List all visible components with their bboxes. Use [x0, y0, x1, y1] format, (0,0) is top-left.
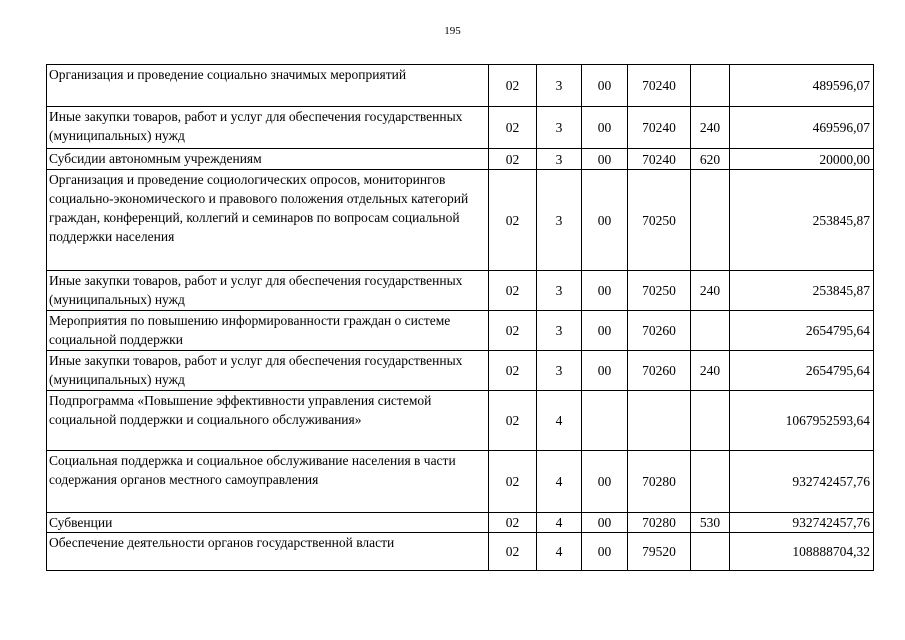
row-code-2: 4 [537, 513, 582, 533]
row-code-4 [628, 391, 691, 451]
row-amount: 253845,87 [730, 271, 874, 311]
row-code-2: 3 [537, 107, 582, 149]
row-name: Субвенции [47, 513, 489, 533]
row-code-2: 3 [537, 351, 582, 391]
row-code-4: 70280 [628, 513, 691, 533]
row-name: Субсидии автономным учреждениям [47, 149, 489, 170]
row-code-5 [691, 65, 730, 107]
row-code-3: 00 [582, 271, 628, 311]
row-code-4: 70240 [628, 107, 691, 149]
table-row [47, 533, 874, 571]
table-row [47, 351, 874, 391]
row-code-1: 02 [489, 170, 537, 271]
row-code-5 [691, 533, 730, 571]
row-code-5: 620 [691, 149, 730, 170]
row-amount: 2654795,64 [730, 311, 874, 351]
row-code-4: 70280 [628, 451, 691, 513]
row-amount: 932742457,76 [730, 451, 874, 513]
row-amount: 469596,07 [730, 107, 874, 149]
table-row [47, 65, 874, 107]
row-code-3: 00 [582, 170, 628, 271]
row-name: Иные закупки товаров, работ и услуг для обеспечения государственных (муниципальных) нужд [47, 351, 489, 391]
table-row [47, 391, 874, 451]
row-name: Иные закупки товаров, работ и услуг для обеспечения государственных (муниципальных) нужд [47, 107, 489, 149]
row-code-1: 02 [489, 533, 537, 571]
table-row [47, 149, 874, 170]
row-code-1: 02 [489, 391, 537, 451]
row-code-1: 02 [489, 149, 537, 170]
row-code-1: 02 [489, 451, 537, 513]
row-code-5: 240 [691, 271, 730, 311]
row-code-5 [691, 391, 730, 451]
row-code-3: 00 [582, 65, 628, 107]
row-code-2: 4 [537, 451, 582, 513]
table-row [47, 107, 874, 149]
row-code-1: 02 [489, 107, 537, 149]
row-name: Мероприятия по повышению информированности граждан о системе социальной поддержки [47, 311, 489, 351]
row-code-4: 70240 [628, 149, 691, 170]
row-amount: 489596,07 [730, 65, 874, 107]
row-code-4: 70260 [628, 311, 691, 351]
row-code-2: 3 [537, 271, 582, 311]
row-code-2: 3 [537, 65, 582, 107]
row-code-5 [691, 170, 730, 271]
row-amount: 108888704,32 [730, 533, 874, 571]
budget-table [46, 64, 874, 571]
page-number: 195 [444, 25, 461, 37]
row-name: Организация и проведение социологических опросов, мониторингов социально-экономического и правового положения отдельных категорий граждан, конференций, коллегий и семинаров по вопросам социальной поддержки населения [47, 170, 489, 271]
row-code-5 [691, 311, 730, 351]
row-code-3: 00 [582, 451, 628, 513]
row-name: Подпрограмма «Повышение эффективности управления системой социальной поддержки и социального обслуживания» [47, 391, 489, 451]
row-code-3: 00 [582, 149, 628, 170]
table-row [47, 451, 874, 513]
row-name: Обеспечение деятельности органов государственной власти [47, 533, 489, 571]
row-code-3: 00 [582, 311, 628, 351]
row-code-2: 3 [537, 170, 582, 271]
row-code-2: 3 [537, 149, 582, 170]
row-code-3: 00 [582, 513, 628, 533]
row-code-3: 00 [582, 107, 628, 149]
table-row [47, 271, 874, 311]
row-code-1: 02 [489, 351, 537, 391]
row-code-5: 240 [691, 107, 730, 149]
row-name: Социальная поддержка и социальное обслуживание населения в части содержания органов местного самоуправления [47, 451, 489, 513]
row-code-2: 3 [537, 311, 582, 351]
row-code-4: 70240 [628, 65, 691, 107]
row-code-5 [691, 451, 730, 513]
row-code-2: 4 [537, 533, 582, 571]
table-row [47, 170, 874, 271]
row-code-1: 02 [489, 513, 537, 533]
row-code-2: 4 [537, 391, 582, 451]
row-amount: 2654795,64 [730, 351, 874, 391]
row-code-5: 530 [691, 513, 730, 533]
row-code-1: 02 [489, 311, 537, 351]
row-code-4: 70250 [628, 170, 691, 271]
row-code-4: 79520 [628, 533, 691, 571]
row-code-3: 00 [582, 351, 628, 391]
row-code-4: 70260 [628, 351, 691, 391]
row-amount: 1067952593,64 [730, 391, 874, 451]
row-code-4: 70250 [628, 271, 691, 311]
row-amount: 253845,87 [730, 170, 874, 271]
row-code-5: 240 [691, 351, 730, 391]
table-row [47, 513, 874, 533]
row-code-3 [582, 391, 628, 451]
row-amount: 932742457,76 [730, 513, 874, 533]
row-amount: 20000,00 [730, 149, 874, 170]
row-code-1: 02 [489, 271, 537, 311]
row-code-1: 02 [489, 65, 537, 107]
table-row [47, 311, 874, 351]
row-name: Иные закупки товаров, работ и услуг для обеспечения государственных (муниципальных) нужд [47, 271, 489, 311]
row-code-3: 00 [582, 533, 628, 571]
row-name: Организация и проведение социально значимых мероприятий [47, 65, 489, 107]
